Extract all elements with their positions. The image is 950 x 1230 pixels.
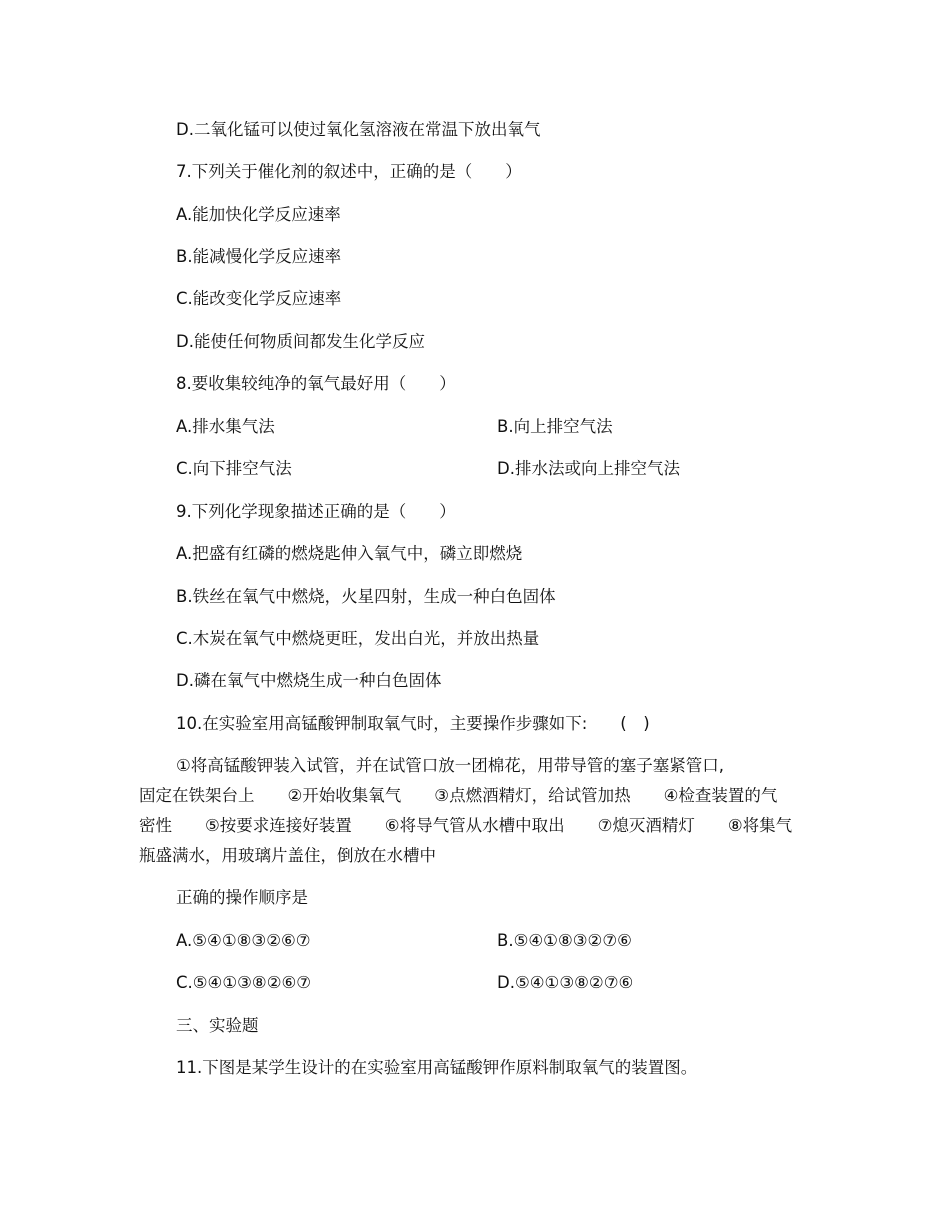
q8-option-d: D.排水法或向上排空气法 (497, 459, 680, 478)
q11-stem: 11.下图是某学生设计的在实验室用高锰酸钾作原料制取氧气的装置图。 (176, 1058, 698, 1077)
q8-option-c: C.向下排空气法 (176, 459, 292, 478)
q10-option-b: B.⑤④①⑧③②⑦⑥ (497, 931, 632, 950)
q9-option-a: A.把盛有红磷的燃烧匙伸入氧气中，磷立即燃烧 (176, 544, 523, 563)
q10-stem: 10.在实验室用高锰酸钾制取氧气时，主要操作步骤如下: ( ) (176, 714, 650, 733)
section-3-title: 三、实验题 (176, 1016, 259, 1035)
q10-option-c: C.⑤④①③⑧②⑥⑦ (176, 973, 312, 992)
q10-option-a: A.⑤④①⑧③②⑥⑦ (176, 931, 311, 950)
q10-steps-line-4: 瓶盛满水，用玻璃片盖住，倒放在水槽中 (139, 846, 436, 865)
q10-option-d: D.⑤④①③⑧②⑦⑥ (497, 973, 634, 992)
q9-stem: 9.下列化学现象描述正确的是（ ） (176, 502, 456, 521)
q7-stem: 7.下列关于催化剂的叙述中，正确的是（ ） (176, 162, 522, 181)
q7-option-b: B.能减慢化学反应速率 (176, 247, 342, 266)
q10-steps-line-1: ①将高锰酸钾装入试管，并在试管口放一团棉花，用带导管的塞子塞紧管口, (176, 756, 725, 775)
q8-option-a: A.排水集气法 (176, 417, 275, 436)
q8-stem: 8.要收集较纯净的氧气最好用（ ） (176, 374, 456, 393)
q7-option-c: C.能改变化学反应速率 (176, 289, 342, 308)
q9-option-c: C.木炭在氧气中燃烧更旺，发出白光，并放出热量 (176, 629, 540, 648)
q9-option-b: B.铁丝在氧气中燃烧，火星四射，生成一种白色固体 (176, 587, 556, 606)
q10-steps-line-3: 密性 ⑤按要求连接好装置 ⑥将导气管从水槽中取出 ⑦熄灭酒精灯 ⑧将集气 (139, 816, 793, 835)
q7-option-a: A.能加快化学反应速率 (176, 205, 341, 224)
q10-steps-line-2: 固定在铁架台上 ②开始收集氧气 ③点燃酒精灯，给试管加热 ④检查装置的气 (139, 786, 778, 805)
q9-option-d: D.磷在氧气中燃烧生成一种白色固体 (176, 671, 442, 690)
q6-option-d: D.二氧化锰可以使过氧化氢溶液在常温下放出氧气 (176, 120, 541, 139)
q7-option-d: D.能使任何物质间都发生化学反应 (176, 332, 425, 351)
q8-option-b: B.向上排空气法 (497, 417, 613, 436)
q10-order-prompt: 正确的操作顺序是 (176, 888, 308, 907)
